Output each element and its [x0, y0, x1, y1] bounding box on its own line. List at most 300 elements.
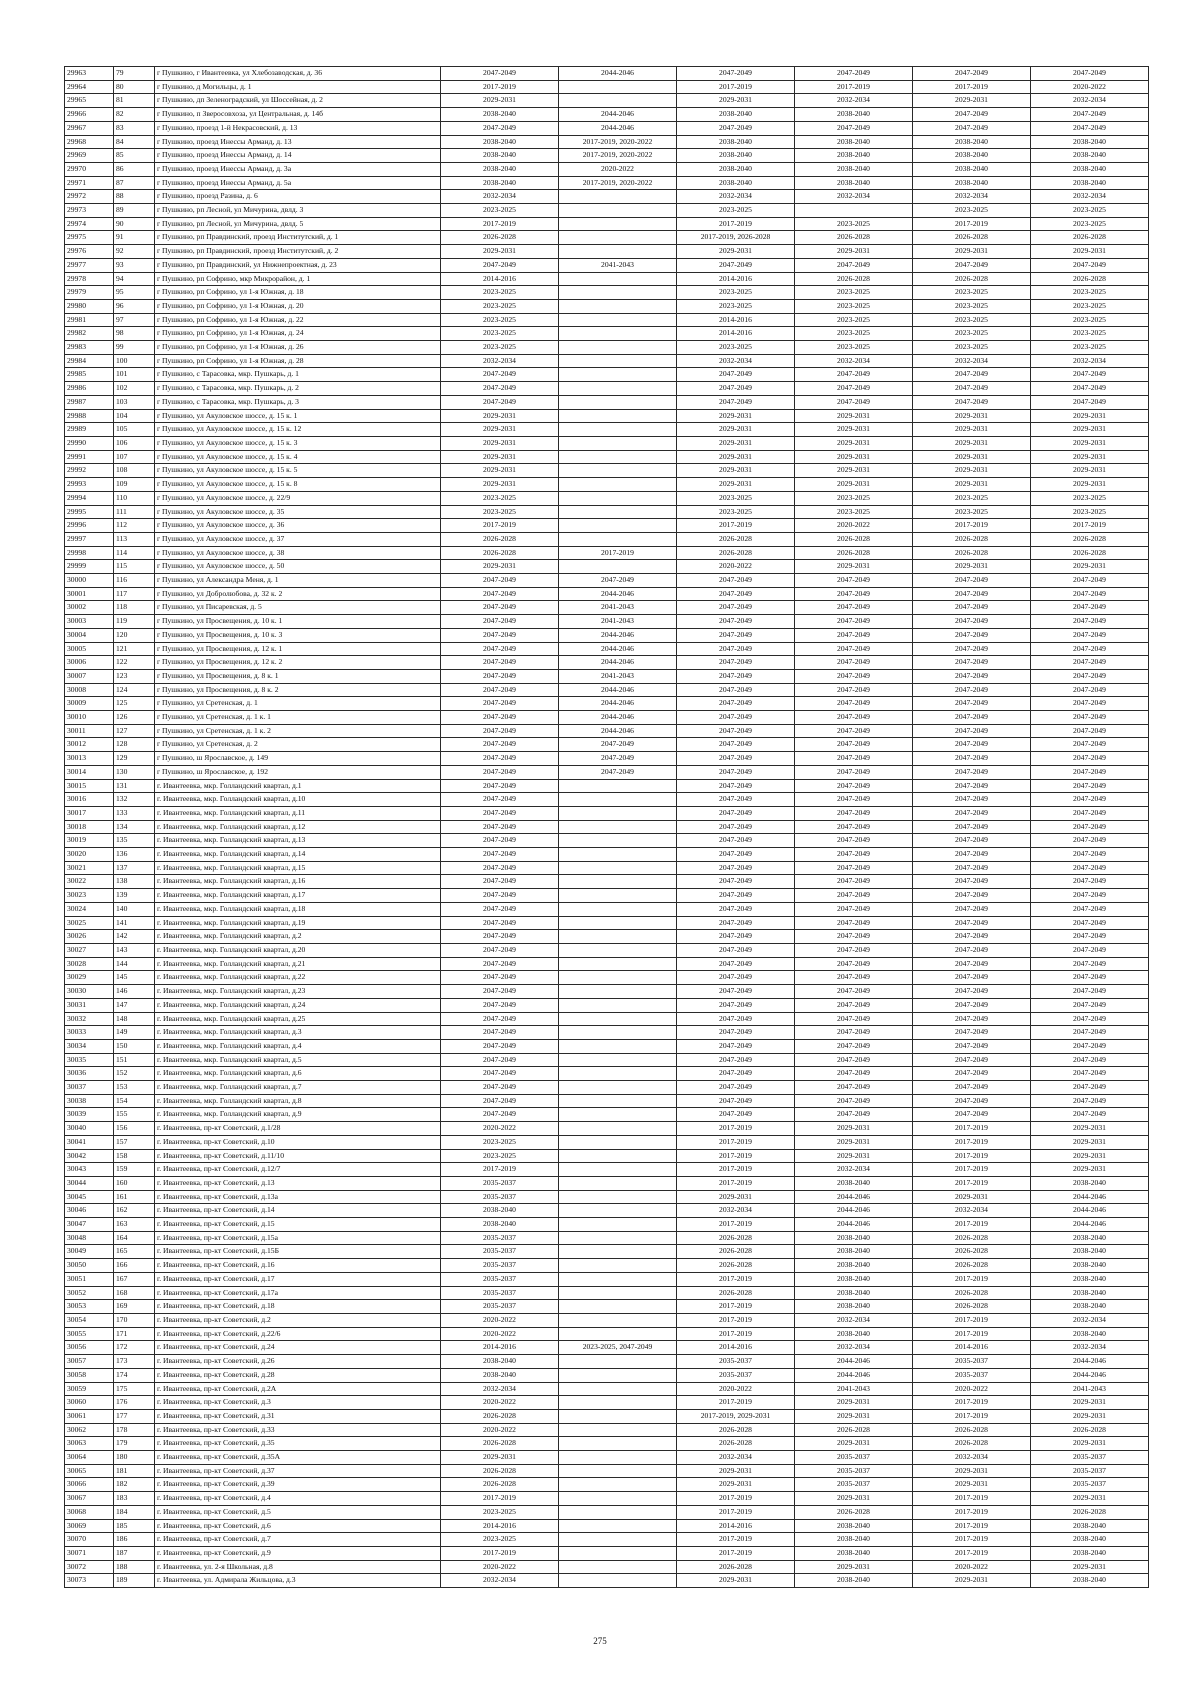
cell-period-6: 2038-2040 [1031, 1231, 1149, 1245]
cell-period-3: 2047-2049 [677, 834, 795, 848]
cell-period-3: 2017-2019 [677, 1492, 795, 1506]
cell-period-6: 2047-2049 [1031, 628, 1149, 642]
cell-row-index: 30004 [65, 628, 114, 642]
table-row [65, 1272, 1149, 1286]
cell-row-index: 30057 [65, 1355, 114, 1369]
cell-address: г. Ивантеевка, пр-кт Советский, д.15 [155, 1218, 441, 1232]
cell-period-5: 2047-2049 [913, 656, 1031, 670]
cell-period-2 [559, 971, 677, 985]
cell-period-1: 2038-2040 [441, 176, 559, 190]
cell-period-4: 2038-2040 [795, 1245, 913, 1259]
cell-row-index: 30021 [65, 861, 114, 875]
cell-address: г. Ивантеевка, мкр. Голландский квартал, д.12 [155, 820, 441, 834]
cell-period-6: 2038-2040 [1031, 1546, 1149, 1560]
cell-period-2 [559, 1039, 677, 1053]
cell-period-3: 2029-2031 [677, 1464, 795, 1478]
cell-period-1: 2035-2037 [441, 1286, 559, 1300]
cell-period-6: 2047-2049 [1031, 806, 1149, 820]
cell-period-1: 2047-2049 [441, 902, 559, 916]
cell-row-index: 29985 [65, 368, 114, 382]
cell-address: г. Ивантеевка, мкр. Голландский квартал, д.3 [155, 1026, 441, 1040]
cell-row-seq: 159 [114, 1163, 155, 1177]
cell-period-6: 2038-2040 [1031, 1533, 1149, 1547]
cell-row-seq: 154 [114, 1094, 155, 1108]
table-row [65, 382, 1149, 396]
cell-period-1: 2047-2049 [441, 861, 559, 875]
cell-row-index: 29968 [65, 135, 114, 149]
cell-period-5: 2047-2049 [913, 889, 1031, 903]
cell-period-6: 2035-2037 [1031, 1451, 1149, 1465]
cell-row-seq: 177 [114, 1409, 155, 1423]
cell-period-6: 2044-2046 [1031, 1204, 1149, 1218]
cell-row-seq: 184 [114, 1505, 155, 1519]
cell-period-4: 2038-2040 [795, 1533, 913, 1547]
cell-row-index: 30019 [65, 834, 114, 848]
table-row [65, 1081, 1149, 1095]
table-row [65, 752, 1149, 766]
cell-row-index: 29979 [65, 286, 114, 300]
cell-period-2: 2044-2046 [559, 67, 677, 81]
cell-period-5: 2047-2049 [913, 971, 1031, 985]
cell-period-6: 2026-2028 [1031, 1505, 1149, 1519]
table-row [65, 505, 1149, 519]
cell-period-6: 2038-2040 [1031, 1300, 1149, 1314]
cell-period-6: 2044-2046 [1031, 1190, 1149, 1204]
cell-period-3: 2047-2049 [677, 861, 795, 875]
cell-address: г. Ивантеевка, мкр. Голландский квартал, д.21 [155, 957, 441, 971]
cell-row-seq: 115 [114, 560, 155, 574]
cell-row-seq: 163 [114, 1218, 155, 1232]
cell-period-4: 2029-2031 [795, 1396, 913, 1410]
cell-row-seq: 136 [114, 848, 155, 862]
cell-address: г. Ивантеевка, мкр. Голландский квартал, д.16 [155, 875, 441, 889]
table-row [65, 162, 1149, 176]
table-row [65, 1519, 1149, 1533]
cell-period-6: 2023-2025 [1031, 327, 1149, 341]
cell-address: г. Ивантеевка, мкр. Голландский квартал, д.6 [155, 1067, 441, 1081]
cell-row-seq: 170 [114, 1313, 155, 1327]
cell-row-seq: 131 [114, 779, 155, 793]
cell-row-index: 30006 [65, 656, 114, 670]
cell-period-3: 2026-2028 [677, 1259, 795, 1273]
cell-period-1: 2014-2016 [441, 1519, 559, 1533]
cell-period-2 [559, 204, 677, 218]
cell-period-1: 2032-2034 [441, 190, 559, 204]
cell-period-3: 2026-2028 [677, 1437, 795, 1451]
cell-row-seq: 82 [114, 108, 155, 122]
cell-period-2 [559, 313, 677, 327]
cell-address: г Пушкино, ул Акуловское шоссе, д. 37 [155, 532, 441, 546]
schedule-table-sheet [64, 66, 1106, 1588]
cell-period-6: 2035-2037 [1031, 1464, 1149, 1478]
cell-address: г. Ивантеевка, пр-кт Советский, д.14 [155, 1204, 441, 1218]
cell-period-3: 2023-2025 [677, 491, 795, 505]
cell-address: г Пушкино, ул Просвещения, д. 8 к. 2 [155, 683, 441, 697]
cell-period-4: 2029-2031 [795, 436, 913, 450]
cell-period-1: 2047-2049 [441, 779, 559, 793]
table-row [65, 1204, 1149, 1218]
cell-address: г Пушкино, ул Акуловское шоссе, д. 15 к. 4 [155, 450, 441, 464]
cell-period-2 [559, 875, 677, 889]
cell-period-2: 2047-2049 [559, 574, 677, 588]
cell-row-index: 29976 [65, 245, 114, 259]
cell-row-index: 30058 [65, 1368, 114, 1382]
cell-period-3: 2023-2025 [677, 341, 795, 355]
cell-period-2 [559, 1081, 677, 1095]
cell-period-6: 2023-2025 [1031, 313, 1149, 327]
cell-row-seq: 91 [114, 231, 155, 245]
cell-period-2 [559, 1190, 677, 1204]
cell-period-5: 2029-2031 [913, 423, 1031, 437]
cell-period-5: 2026-2028 [913, 231, 1031, 245]
cell-row-index: 30011 [65, 724, 114, 738]
cell-row-seq: 167 [114, 1272, 155, 1286]
table-row [65, 149, 1149, 163]
cell-period-6: 2038-2040 [1031, 1286, 1149, 1300]
cell-period-4: 2029-2031 [795, 245, 913, 259]
cell-address: г. Ивантеевка, пр-кт Советский, д.35 [155, 1437, 441, 1451]
cell-period-3: 2020-2022 [677, 560, 795, 574]
cell-period-4: 2029-2031 [795, 1122, 913, 1136]
cell-address: г Пушкино, проезд Инессы Арманд, д. 13 [155, 135, 441, 149]
cell-address: г. Ивантеевка, пр-кт Советский, д.15Б [155, 1245, 441, 1259]
cell-period-2: 2047-2049 [559, 738, 677, 752]
cell-period-5: 2047-2049 [913, 848, 1031, 862]
cell-period-3: 2047-2049 [677, 628, 795, 642]
table-row [65, 176, 1149, 190]
cell-period-4: 2026-2028 [795, 1505, 913, 1519]
cell-period-6: 2023-2025 [1031, 204, 1149, 218]
table-row [65, 971, 1149, 985]
cell-period-2: 2044-2046 [559, 656, 677, 670]
cell-period-5: 2029-2031 [913, 478, 1031, 492]
cell-row-seq: 84 [114, 135, 155, 149]
cell-period-4: 2047-2049 [795, 368, 913, 382]
cell-period-2 [559, 1574, 677, 1588]
cell-period-3: 2047-2049 [677, 669, 795, 683]
cell-period-3: 2047-2049 [677, 765, 795, 779]
cell-address: г. Ивантеевка, мкр. Голландский квартал, д.24 [155, 998, 441, 1012]
cell-period-4: 2047-2049 [795, 930, 913, 944]
cell-period-4: 2035-2037 [795, 1451, 913, 1465]
cell-period-6: 2047-2049 [1031, 902, 1149, 916]
table-row [65, 1492, 1149, 1506]
cell-period-3: 2047-2049 [677, 1012, 795, 1026]
cell-period-6: 2047-2049 [1031, 834, 1149, 848]
cell-row-index: 29990 [65, 436, 114, 450]
cell-row-seq: 125 [114, 697, 155, 711]
cell-period-6: 2047-2049 [1031, 738, 1149, 752]
cell-period-3: 2032-2034 [677, 1204, 795, 1218]
cell-row-seq: 134 [114, 820, 155, 834]
cell-row-seq: 166 [114, 1259, 155, 1273]
cell-row-index: 30023 [65, 889, 114, 903]
cell-period-5: 2017-2019 [913, 217, 1031, 231]
cell-address: г Пушкино, проезд Разина, д. 6 [155, 190, 441, 204]
cell-period-2: 2044-2046 [559, 711, 677, 725]
cell-period-4: 2035-2037 [795, 1478, 913, 1492]
cell-period-1: 2047-2049 [441, 711, 559, 725]
cell-period-2 [559, 793, 677, 807]
cell-period-6: 2044-2046 [1031, 1218, 1149, 1232]
cell-period-3: 2029-2031 [677, 245, 795, 259]
cell-period-4: 2038-2040 [795, 1176, 913, 1190]
cell-period-1: 2023-2025 [441, 1135, 559, 1149]
cell-period-4: 2044-2046 [795, 1218, 913, 1232]
cell-row-seq: 183 [114, 1492, 155, 1506]
cell-period-6: 2047-2049 [1031, 793, 1149, 807]
cell-row-index: 30046 [65, 1204, 114, 1218]
cell-period-5: 2047-2049 [913, 615, 1031, 629]
cell-period-1: 2023-2025 [441, 505, 559, 519]
cell-period-5: 2047-2049 [913, 724, 1031, 738]
cell-period-4: 2047-2049 [795, 1067, 913, 1081]
cell-address: г Пушкино, ул Просвещения, д. 10 к. 1 [155, 615, 441, 629]
cell-period-2 [559, 1396, 677, 1410]
cell-period-4: 2026-2028 [795, 532, 913, 546]
cell-row-seq: 141 [114, 916, 155, 930]
table-row [65, 1122, 1149, 1136]
cell-period-2 [559, 779, 677, 793]
cell-period-5: 2047-2049 [913, 861, 1031, 875]
cell-period-5: 2038-2040 [913, 149, 1031, 163]
table-row [65, 1396, 1149, 1410]
cell-row-seq: 95 [114, 286, 155, 300]
table-row [65, 245, 1149, 259]
table-row [65, 669, 1149, 683]
cell-period-5: 2017-2019 [913, 1149, 1031, 1163]
cell-period-5: 2047-2049 [913, 834, 1031, 848]
table-row [65, 354, 1149, 368]
cell-period-4: 2038-2040 [795, 1231, 913, 1245]
cell-period-4: 2047-2049 [795, 1081, 913, 1095]
table-row [65, 724, 1149, 738]
cell-period-2: 2017-2019, 2020-2022 [559, 149, 677, 163]
cell-period-1: 2047-2049 [441, 752, 559, 766]
cell-period-4: 2026-2028 [795, 546, 913, 560]
cell-period-5: 2047-2049 [913, 108, 1031, 122]
cell-period-5: 2047-2049 [913, 916, 1031, 930]
cell-period-2 [559, 272, 677, 286]
table-row [65, 1464, 1149, 1478]
cell-address: г Пушкино, ул Акуловское шоссе, д. 36 [155, 519, 441, 533]
cell-period-5: 2047-2049 [913, 697, 1031, 711]
cell-period-4: 2017-2019 [795, 80, 913, 94]
cell-period-5: 2047-2049 [913, 1053, 1031, 1067]
cell-period-3: 2047-2049 [677, 875, 795, 889]
cell-row-index: 29998 [65, 546, 114, 560]
cell-period-4: 2023-2025 [795, 341, 913, 355]
cell-period-5: 2017-2019 [913, 1122, 1031, 1136]
cell-row-index: 30070 [65, 1533, 114, 1547]
cell-period-5: 2047-2049 [913, 806, 1031, 820]
table-row [65, 957, 1149, 971]
cell-period-3: 2017-2019 [677, 217, 795, 231]
table-row [65, 478, 1149, 492]
cell-period-3: 2047-2049 [677, 683, 795, 697]
cell-period-5: 2047-2049 [913, 957, 1031, 971]
cell-row-seq: 127 [114, 724, 155, 738]
cell-period-4: 2047-2049 [795, 601, 913, 615]
cell-period-1: 2017-2019 [441, 217, 559, 231]
cell-period-1: 2047-2049 [441, 985, 559, 999]
cell-period-6: 2038-2040 [1031, 135, 1149, 149]
cell-period-3: 2047-2049 [677, 738, 795, 752]
cell-period-5: 2017-2019 [913, 1272, 1031, 1286]
cell-period-2: 2044-2046 [559, 642, 677, 656]
cell-period-5: 2047-2049 [913, 1012, 1031, 1026]
cell-period-4: 2023-2025 [795, 299, 913, 313]
cell-period-4: 2023-2025 [795, 491, 913, 505]
cell-period-4: 2038-2040 [795, 1327, 913, 1341]
cell-period-1: 2035-2037 [441, 1259, 559, 1273]
cell-address: г. Ивантеевка, мкр. Голландский квартал, д.7 [155, 1081, 441, 1095]
table-row [65, 80, 1149, 94]
cell-row-seq: 132 [114, 793, 155, 807]
cell-period-4: 2026-2028 [795, 1423, 913, 1437]
cell-period-1: 2047-2049 [441, 834, 559, 848]
cell-period-5: 2017-2019 [913, 1505, 1031, 1519]
cell-period-3: 2047-2049 [677, 1094, 795, 1108]
cell-period-4: 2047-2049 [795, 642, 913, 656]
cell-row-index: 29965 [65, 94, 114, 108]
cell-row-seq: 121 [114, 642, 155, 656]
cell-period-2 [559, 190, 677, 204]
cell-period-1: 2023-2025 [441, 1533, 559, 1547]
table-row [65, 1218, 1149, 1232]
cell-period-1: 2038-2040 [441, 108, 559, 122]
cell-period-4: 2047-2049 [795, 1053, 913, 1067]
cell-period-3: 2017-2019 [677, 1546, 795, 1560]
cell-row-seq: 139 [114, 889, 155, 903]
cell-period-3: 2047-2049 [677, 121, 795, 135]
cell-row-index: 29969 [65, 149, 114, 163]
cell-address: г Пушкино, с Тарасовка, мкр. Пушкарь, д. 3 [155, 395, 441, 409]
cell-period-6: 2047-2049 [1031, 1026, 1149, 1040]
cell-period-1: 2047-2049 [441, 1053, 559, 1067]
cell-row-seq: 155 [114, 1108, 155, 1122]
cell-period-5: 2026-2028 [913, 272, 1031, 286]
cell-period-5: 2047-2049 [913, 1081, 1031, 1095]
cell-period-4: 2047-2049 [795, 889, 913, 903]
table-row [65, 1355, 1149, 1369]
cell-address: г Пушкино, г Ивантеевка, ул Хлебозаводская, д. 36 [155, 67, 441, 81]
cell-period-2 [559, 1560, 677, 1574]
table-row [65, 1505, 1149, 1519]
cell-period-3: 2047-2049 [677, 971, 795, 985]
cell-period-4: 2032-2034 [795, 1163, 913, 1177]
cell-period-3: 2017-2019 [677, 1313, 795, 1327]
cell-period-2 [559, 1327, 677, 1341]
cell-period-5: 2014-2016 [913, 1341, 1031, 1355]
cell-period-4: 2047-2049 [795, 916, 913, 930]
cell-period-1: 2038-2040 [441, 1204, 559, 1218]
table-row [65, 1533, 1149, 1547]
cell-row-index: 30012 [65, 738, 114, 752]
cell-period-1: 2047-2049 [441, 944, 559, 958]
cell-row-index: 29989 [65, 423, 114, 437]
cell-period-1: 2047-2049 [441, 1081, 559, 1095]
cell-period-2 [559, 1218, 677, 1232]
cell-period-2 [559, 354, 677, 368]
cell-period-2 [559, 820, 677, 834]
cell-period-6: 2047-2049 [1031, 971, 1149, 985]
schedule-table [64, 66, 1149, 1588]
cell-period-4: 2044-2046 [795, 1190, 913, 1204]
cell-period-1: 2047-2049 [441, 793, 559, 807]
table-row [65, 587, 1149, 601]
cell-row-index: 30005 [65, 642, 114, 656]
cell-period-4: 2047-2049 [795, 944, 913, 958]
cell-period-2 [559, 1382, 677, 1396]
table-row [65, 464, 1149, 478]
cell-period-4: 2020-2022 [795, 519, 913, 533]
cell-period-2 [559, 1437, 677, 1451]
cell-period-4: 2047-2049 [795, 258, 913, 272]
cell-period-5: 2047-2049 [913, 67, 1031, 81]
cell-period-5: 2032-2034 [913, 190, 1031, 204]
cell-period-5: 2047-2049 [913, 998, 1031, 1012]
cell-period-5: 2023-2025 [913, 286, 1031, 300]
cell-row-index: 29994 [65, 491, 114, 505]
cell-period-5: 2047-2049 [913, 738, 1031, 752]
cell-period-5: 2029-2031 [913, 464, 1031, 478]
cell-period-2 [559, 560, 677, 574]
cell-period-1: 2035-2037 [441, 1176, 559, 1190]
cell-period-4: 2032-2034 [795, 94, 913, 108]
cell-period-1: 2017-2019 [441, 80, 559, 94]
cell-period-5: 2047-2049 [913, 779, 1031, 793]
cell-period-2 [559, 217, 677, 231]
cell-period-1: 2023-2025 [441, 1505, 559, 1519]
cell-address: г Пушкино, ул Акуловское шоссе, д. 15 к. 3 [155, 436, 441, 450]
table-row [65, 1409, 1149, 1423]
cell-period-6: 2047-2049 [1031, 1012, 1149, 1026]
cell-period-5: 2047-2049 [913, 628, 1031, 642]
cell-row-index: 30071 [65, 1546, 114, 1560]
cell-period-6: 2017-2019 [1031, 519, 1149, 533]
cell-row-index: 30069 [65, 1519, 114, 1533]
cell-address: г Пушкино, ул Акуловское шоссе, д. 50 [155, 560, 441, 574]
cell-period-3: 2032-2034 [677, 1451, 795, 1465]
cell-address: г. Ивантеевка, пр-кт Советский, д.13а [155, 1190, 441, 1204]
cell-address: г. Ивантеевка, пр-кт Советский, д.31 [155, 1409, 441, 1423]
cell-period-5: 2038-2040 [913, 176, 1031, 190]
cell-period-5: 2035-2037 [913, 1368, 1031, 1382]
table-row [65, 848, 1149, 862]
cell-period-4: 2047-2049 [795, 793, 913, 807]
cell-period-4: 2029-2031 [795, 1409, 913, 1423]
table-row [65, 423, 1149, 437]
cell-period-5: 2032-2034 [913, 1451, 1031, 1465]
cell-row-index: 30051 [65, 1272, 114, 1286]
cell-period-2 [559, 1231, 677, 1245]
cell-period-3: 2029-2031 [677, 94, 795, 108]
cell-row-seq: 160 [114, 1176, 155, 1190]
cell-period-4: 2029-2031 [795, 409, 913, 423]
cell-period-1: 2029-2031 [441, 464, 559, 478]
cell-period-5: 2029-2031 [913, 409, 1031, 423]
cell-period-2 [559, 505, 677, 519]
cell-period-1: 2020-2022 [441, 1122, 559, 1136]
cell-period-5: 2029-2031 [913, 560, 1031, 574]
table-row [65, 916, 1149, 930]
cell-period-2 [559, 1423, 677, 1437]
cell-period-5: 2023-2025 [913, 505, 1031, 519]
cell-period-4: 2032-2034 [795, 190, 913, 204]
cell-period-2 [559, 998, 677, 1012]
cell-period-1: 2047-2049 [441, 889, 559, 903]
